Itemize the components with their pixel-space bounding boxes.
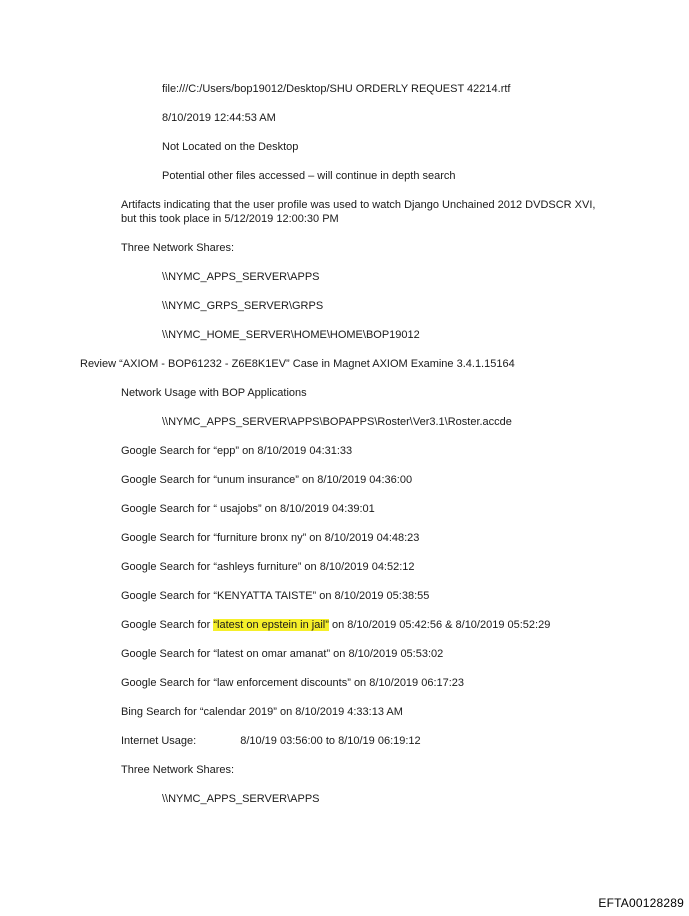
internet-usage-value: 8/10/19 03:56:00 to 8/10/19 06:19:12	[240, 735, 421, 747]
search-entry: Google Search for “furniture bronx ny” on 8/10/2019 04:48:23	[121, 532, 420, 544]
network-shares-heading-2: Three Network Shares:	[121, 764, 235, 776]
not-located-text: Not Located on the Desktop	[162, 141, 299, 153]
network-shares-heading: Three Network Shares:	[121, 242, 235, 254]
network-share-grps: \\NYMC_GRPS_SERVER\GRPS	[162, 300, 324, 312]
search-suffix: on 8/10/2019 05:42:56 & 8/10/2019 05:52:29	[328, 619, 551, 631]
network-usage-heading: Network Usage with BOP Applications	[121, 387, 307, 399]
review-heading: Review “AXIOM - BOP61232 - Z6E8K1EV” Case in Magnet AXIOM Examine 3.4.1.15164	[80, 358, 515, 370]
artifacts-line-1: Artifacts indicating that the user profile was used to watch Django Unchained 2012 DVDSCR XVI,	[121, 199, 596, 211]
file-timestamp: 8/10/2019 12:44:53 AM	[162, 112, 276, 124]
search-entry: Google Search for “KENYATTA TAISTE” on 8/10/2019 05:38:55	[121, 590, 430, 602]
search-entry: Google Search for “unum insurance” on 8/10/2019 04:36:00	[121, 474, 413, 486]
network-share-home: \\NYMC_HOME_SERVER\HOME\HOME\BOP19012	[162, 329, 420, 341]
internet-usage-label: Internet Usage:	[121, 735, 197, 747]
network-share-apps-2: \\NYMC_APPS_SERVER\APPS	[162, 793, 320, 805]
search-entry: Google Search for “law enforcement discounts” on 8/10/2019 06:17:23	[121, 677, 465, 689]
search-entry-highlighted	[121, 618, 550, 632]
artifacts-line-2: but this took place in 5/12/2019 12:00:30 PM	[121, 213, 339, 225]
search-entry: Google Search for “ usajobs” on 8/10/2019 04:39:01	[121, 503, 375, 515]
bates-number: EFTA00128289	[598, 896, 684, 910]
search-entry: Google Search for “ashleys furniture” on 8/10/2019 04:52:12	[121, 561, 415, 573]
file-path: file:///C:/Users/bop19012/Desktop/SHU ORDERLY REQUEST 42214.rtf	[162, 83, 511, 95]
search-prefix: Google Search for	[121, 619, 214, 631]
network-share-apps: \\NYMC_APPS_SERVER\APPS	[162, 271, 320, 283]
potential-files-text: Potential other files accessed – will continue in depth search	[162, 170, 456, 182]
highlighted-query: “latest on epstein in jail”	[213, 619, 329, 631]
bing-search-entry: Bing Search for “calendar 2019” on 8/10/2019 4:33:13 AM	[121, 706, 403, 718]
search-entry: Google Search for “epp” on 8/10/2019 04:31:33	[121, 445, 353, 457]
internet-usage-row	[121, 734, 421, 748]
search-entry: Google Search for “latest on omar amanat” on 8/10/2019 05:53:02	[121, 648, 444, 660]
roster-path: \\NYMC_APPS_SERVER\APPS\BOPAPPS\Roster\Ver3.1\Roster.accde	[162, 416, 512, 428]
